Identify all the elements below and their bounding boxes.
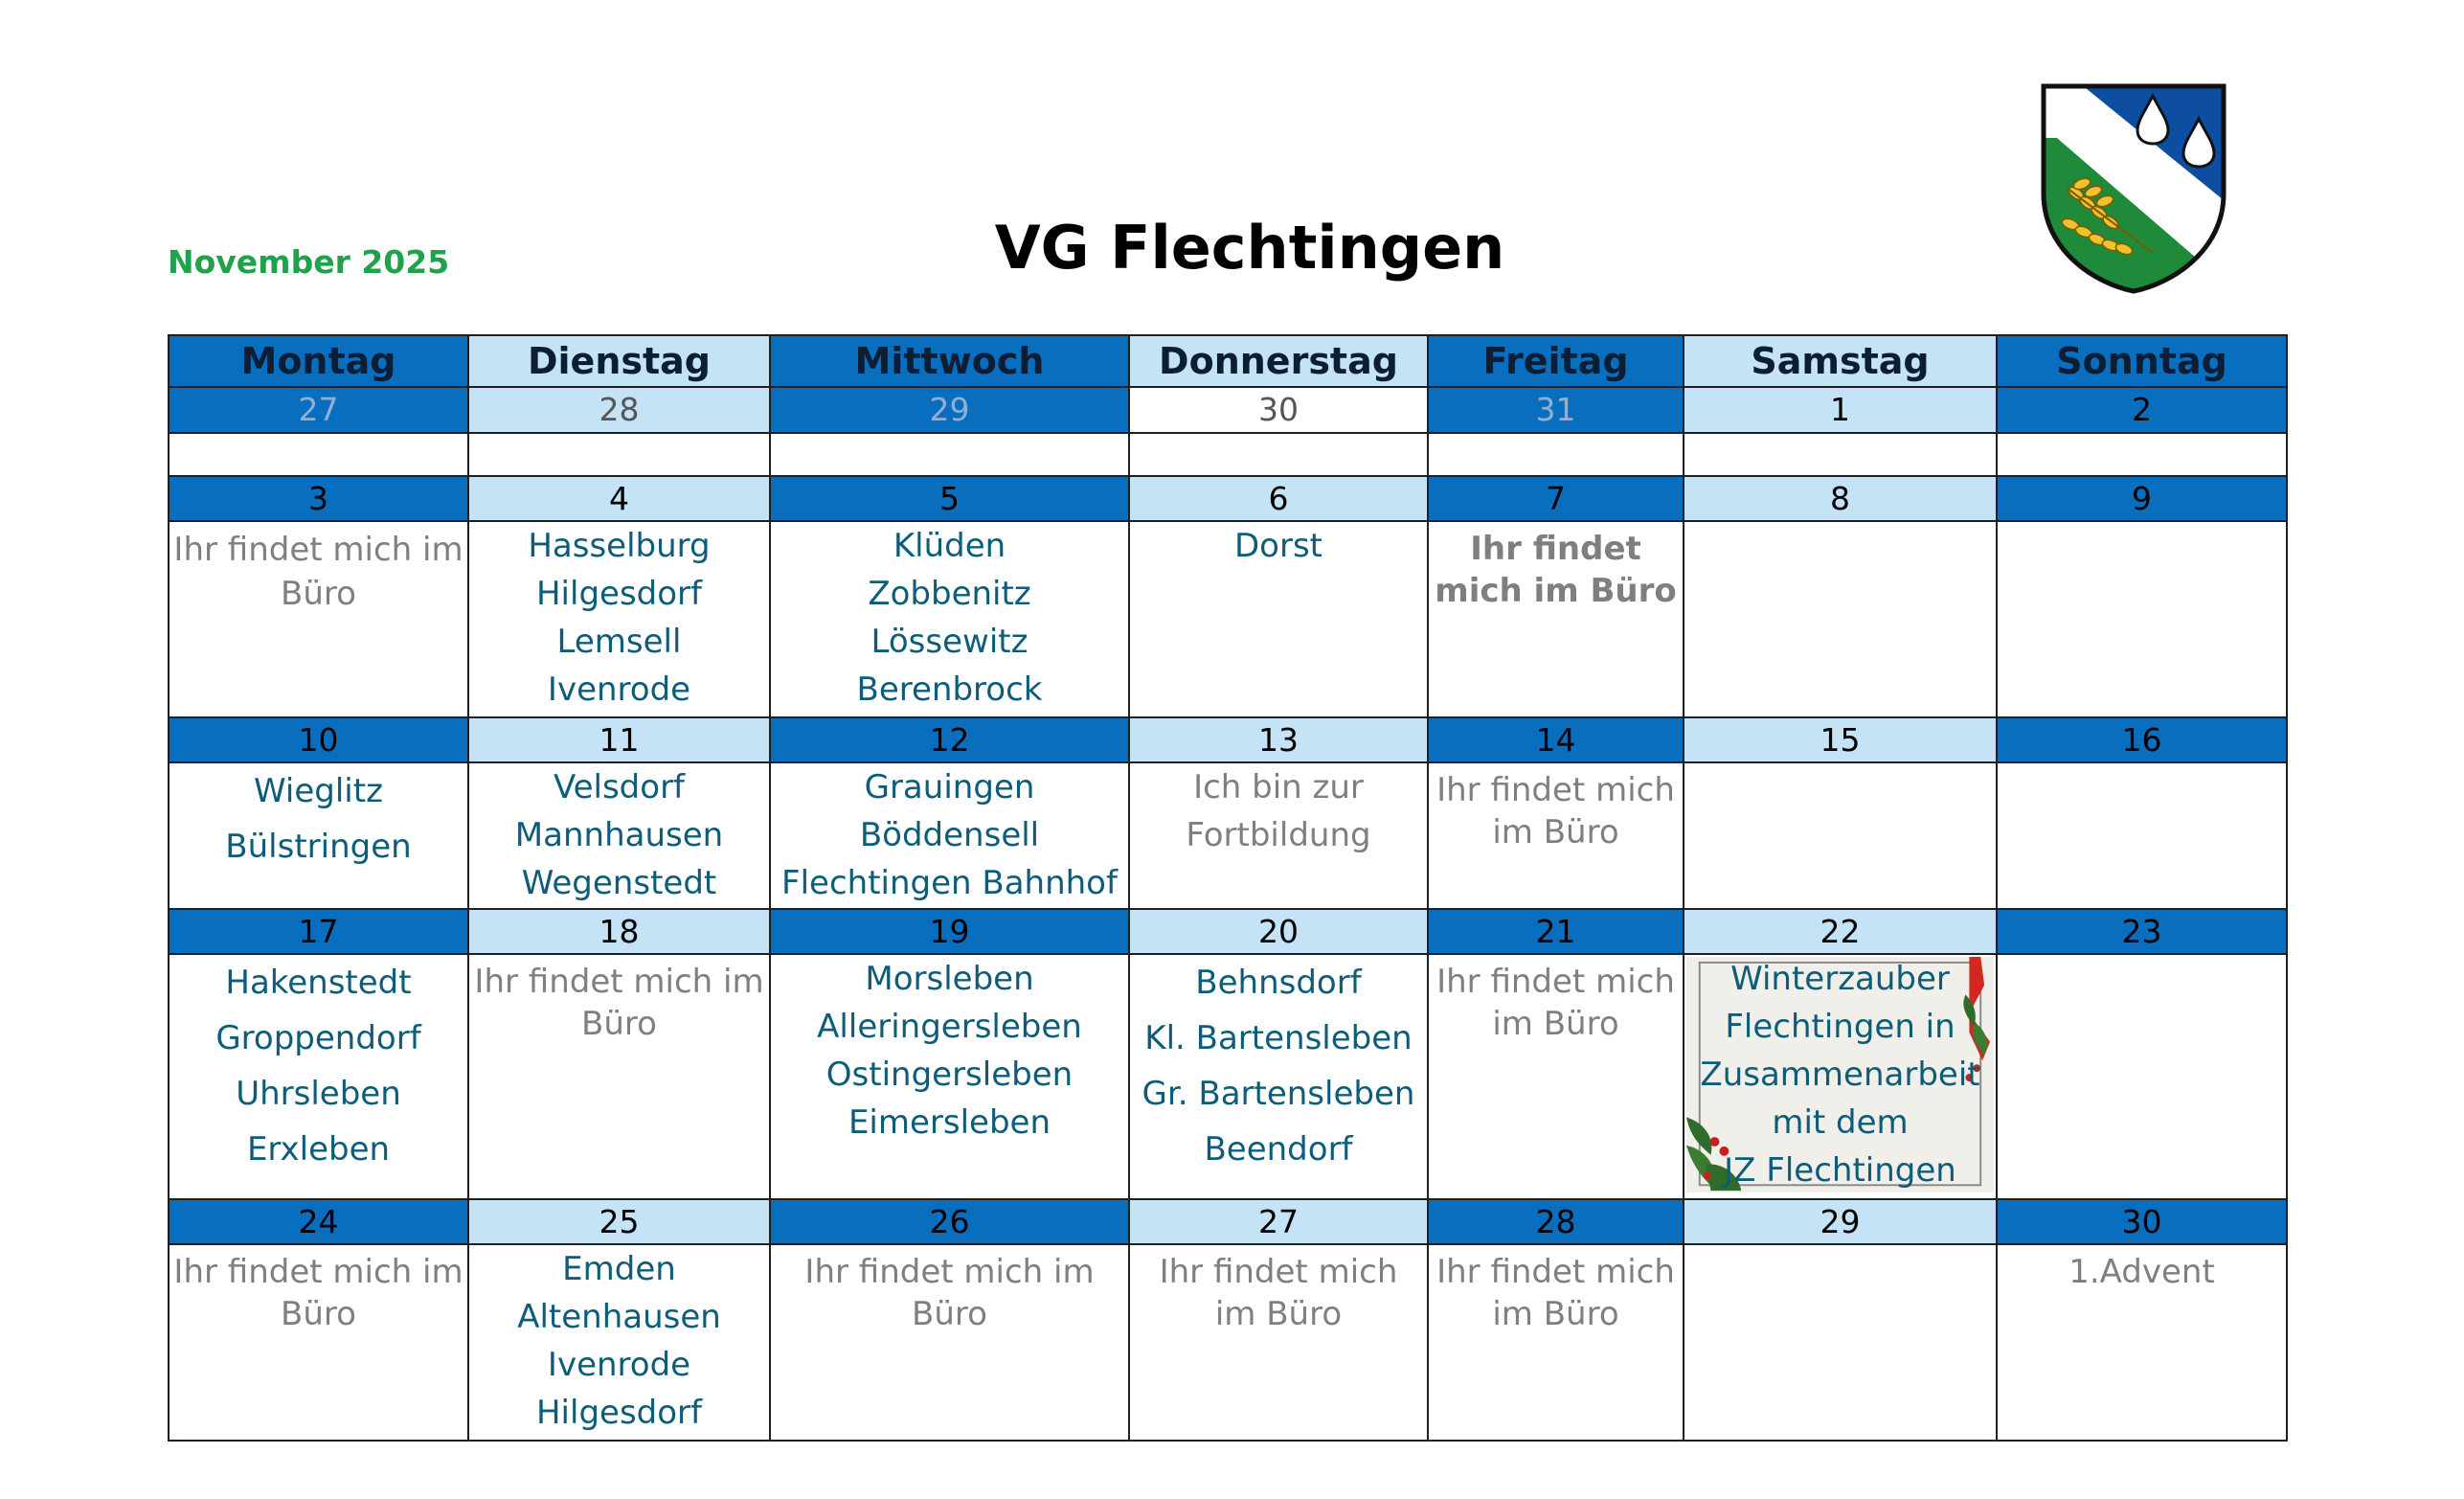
date-cell: 8 [1684, 476, 1997, 521]
location-name: Berenbrock [856, 670, 1043, 709]
entry-line: Büro [281, 574, 356, 613]
entry-line: im Büro [1214, 1294, 1343, 1333]
entry-row [169, 954, 2287, 1198]
date-row [169, 476, 2287, 521]
date-cell: 29 [1684, 1199, 1997, 1244]
entry-line: Büro [581, 1005, 657, 1044]
date-cell: 7 [1428, 476, 1684, 521]
date-cell: 9 [1997, 476, 2287, 521]
date-cell: 12 [770, 717, 1129, 762]
location-name: Emden [562, 1249, 676, 1288]
entry-cell [1428, 433, 1684, 476]
location-name: Wieglitz [254, 772, 383, 811]
coat-of-arms-icon [2038, 80, 2229, 295]
location-name: Uhrsleben [236, 1075, 401, 1114]
location-list [771, 522, 1128, 714]
location-name: Eimersleben [848, 1103, 1051, 1143]
event-line: Zusammenarbeit [1700, 1056, 1980, 1095]
location-name: Hilgesdorf [535, 574, 702, 613]
entry-cell [1428, 1244, 1684, 1441]
entry-cell [1997, 433, 2287, 476]
entry-line: im Büro [1492, 813, 1619, 852]
entry-cell [1997, 954, 2287, 1198]
date-cell: 14 [1428, 717, 1684, 762]
entry-line: im Büro [1492, 1005, 1619, 1044]
office-note [469, 955, 769, 1045]
entry-cell [1684, 521, 1997, 717]
location-name: Hakenstedt [225, 964, 412, 1003]
location-list [771, 763, 1128, 907]
entry-row [169, 433, 2287, 476]
location-name: Kl. Bartensleben [1144, 1019, 1413, 1058]
entry-cell [770, 762, 1129, 909]
office-note [1130, 1245, 1427, 1335]
date-cell: 17 [169, 909, 468, 954]
date-cell: 5 [770, 476, 1129, 521]
entry-cell [169, 1244, 468, 1441]
entry-line: Ihr findet [1470, 529, 1641, 568]
location-list [469, 1245, 769, 1437]
weekday-wednesday: Mittwoch [770, 335, 1129, 387]
entry-cell [468, 954, 770, 1198]
entry-row [169, 762, 2287, 909]
entry-line: 1.Advent [2068, 1252, 2215, 1291]
entry-cell [1129, 954, 1428, 1198]
office-note [170, 522, 467, 616]
location-name: Ivenrode [547, 1345, 691, 1384]
location-list [771, 955, 1128, 1147]
location-list [1130, 522, 1427, 570]
date-cell: 21 [1428, 909, 1684, 954]
date-cell: 16 [1997, 717, 2287, 762]
entry-cell [1428, 954, 1684, 1198]
date-row [169, 387, 2287, 432]
entry-cell [1684, 762, 1997, 909]
location-list [170, 955, 467, 1177]
event-line: Winterzauber [1730, 960, 1950, 999]
location-name: Alleringersleben [817, 1008, 1082, 1047]
office-note [1429, 1245, 1683, 1335]
entry-line: Ich bin zur [1193, 768, 1364, 807]
location-name: Hilgesdorf [535, 1393, 702, 1432]
date-cell: 31 [1428, 387, 1684, 432]
date-cell: 24 [169, 1199, 468, 1244]
date-cell: 2 [1997, 387, 2287, 432]
date-row [169, 909, 2287, 954]
month-label: November 2025 [168, 243, 450, 281]
date-cell: 28 [468, 387, 770, 432]
location-name: Morsleben [865, 960, 1034, 999]
weekday-sunday: Sonntag [1997, 335, 2287, 387]
event-line: mit dem [1772, 1103, 1909, 1143]
date-cell: 22 [1684, 909, 1997, 954]
location-name: Hasselburg [528, 526, 711, 565]
weekday-header-row [169, 335, 2287, 387]
entry-cell [169, 521, 468, 717]
location-name: Dorst [1233, 526, 1322, 565]
location-name: Grauingen [864, 768, 1035, 807]
page-title: VG Flechtingen [994, 213, 1505, 283]
entry-line: Ihr findet mich [1436, 963, 1675, 1002]
date-row [169, 717, 2287, 762]
date-cell: 30 [1129, 387, 1428, 432]
entry-cell [1997, 762, 2287, 909]
date-cell: 25 [468, 1199, 770, 1244]
entry-cell [468, 762, 770, 909]
location-name: Flechtingen Bahnhof [781, 864, 1118, 903]
location-list [170, 763, 467, 874]
entry-cell [169, 762, 468, 909]
entry-cell [1684, 433, 1997, 476]
entry-row [169, 1244, 2287, 1441]
entry-cell [169, 954, 468, 1198]
date-cell: 13 [1129, 717, 1428, 762]
entry-cell [1129, 1244, 1428, 1441]
entry-cell [1428, 521, 1684, 717]
entry-line: Ihr findet mich [1436, 1252, 1675, 1291]
location-name: Behnsdorf [1195, 964, 1362, 1003]
location-name: Lössewitz [870, 622, 1029, 661]
date-cell: 19 [770, 909, 1129, 954]
location-name: Gr. Bartensleben [1142, 1075, 1415, 1114]
date-cell: 23 [1997, 909, 2287, 954]
entry-line: mich im Büro [1435, 571, 1677, 610]
date-cell: 6 [1129, 476, 1428, 521]
date-cell: 26 [770, 1199, 1129, 1244]
date-cell: 11 [468, 717, 770, 762]
event-line: Flechtingen in [1725, 1008, 1955, 1047]
location-name: Böddensell [859, 816, 1040, 855]
entry-line: Ihr findet mich [1436, 771, 1675, 810]
entry-line: Büro [281, 1294, 356, 1333]
office-note [1429, 955, 1683, 1045]
date-row [169, 1199, 2287, 1244]
entry-line: Ihr findet mich im [173, 1252, 463, 1291]
weekday-saturday: Samstag [1684, 335, 1997, 387]
entry-line: im Büro [1492, 1294, 1619, 1333]
location-name: Bülstringen [225, 828, 412, 867]
office-note [1429, 763, 1683, 853]
date-cell: 30 [1997, 1199, 2287, 1244]
location-name: Erxleben [246, 1130, 391, 1170]
event-line: JZ Flechtingen [1724, 1151, 1956, 1191]
entry-line: Ihr findet mich im [804, 1252, 1095, 1291]
entry-cell [1129, 521, 1428, 717]
entry-line: Ihr findet mich [1159, 1252, 1398, 1291]
location-name: Groppendorf [215, 1019, 421, 1058]
entry-cell [770, 1244, 1129, 1441]
entry-cell [770, 521, 1129, 717]
location-name: Zobbenitz [868, 574, 1031, 613]
office-note [771, 1245, 1128, 1335]
location-name: Mannhausen [514, 816, 724, 855]
entry-line: Fortbildung [1186, 816, 1371, 855]
location-name: Lemsell [556, 622, 682, 661]
entry-row [169, 521, 2287, 717]
date-cell: 29 [770, 387, 1129, 432]
date-cell: 27 [1129, 1199, 1428, 1244]
entry-cell [1997, 1244, 2287, 1441]
weekday-friday: Freitag [1428, 335, 1684, 387]
entry-cell [468, 521, 770, 717]
entry-cell [468, 1244, 770, 1441]
date-cell: 3 [169, 476, 468, 521]
office-note [1130, 763, 1427, 859]
entry-cell [1129, 762, 1428, 909]
weekday-monday: Montag [169, 335, 468, 387]
location-list [469, 522, 769, 714]
location-name: Altenhausen [517, 1297, 721, 1336]
date-cell: 28 [1428, 1199, 1684, 1244]
calendar-table [168, 334, 2288, 1442]
entry-cell [1997, 521, 2287, 717]
office-note [1429, 522, 1683, 612]
date-cell: 27 [169, 387, 468, 432]
weekday-thursday: Donnerstag [1129, 335, 1428, 387]
entry-cell [770, 433, 1129, 476]
location-name: Ostingersleben [825, 1056, 1074, 1095]
entry-line: Büro [912, 1294, 987, 1333]
location-name: Velsdorf [553, 768, 686, 807]
office-note [170, 1245, 467, 1335]
entry-cell [468, 433, 770, 476]
event-cell-winterzauber [1684, 954, 1997, 1198]
location-name: Klüden [893, 526, 1006, 565]
entry-cell [1428, 762, 1684, 909]
location-list [1130, 955, 1427, 1177]
location-list [469, 763, 769, 907]
location-name: Ivenrode [547, 670, 691, 709]
entry-cell [770, 954, 1129, 1198]
date-cell: 1 [1684, 387, 1997, 432]
date-cell: 15 [1684, 717, 1997, 762]
date-cell: 10 [169, 717, 468, 762]
entry-line: Ihr findet mich im [173, 530, 463, 569]
location-name: Wegenstedt [521, 864, 717, 903]
location-name: Beendorf [1204, 1130, 1353, 1170]
entry-cell [169, 433, 468, 476]
holiday-note [1998, 1245, 2286, 1293]
weekday-tuesday: Dienstag [468, 335, 770, 387]
date-cell: 18 [468, 909, 770, 954]
entry-cell [1129, 433, 1428, 476]
date-cell: 20 [1129, 909, 1428, 954]
event-text [1684, 955, 1996, 1194]
entry-cell [1684, 1244, 1997, 1441]
date-cell: 4 [468, 476, 770, 521]
entry-line: Ihr findet mich im [474, 963, 764, 1002]
